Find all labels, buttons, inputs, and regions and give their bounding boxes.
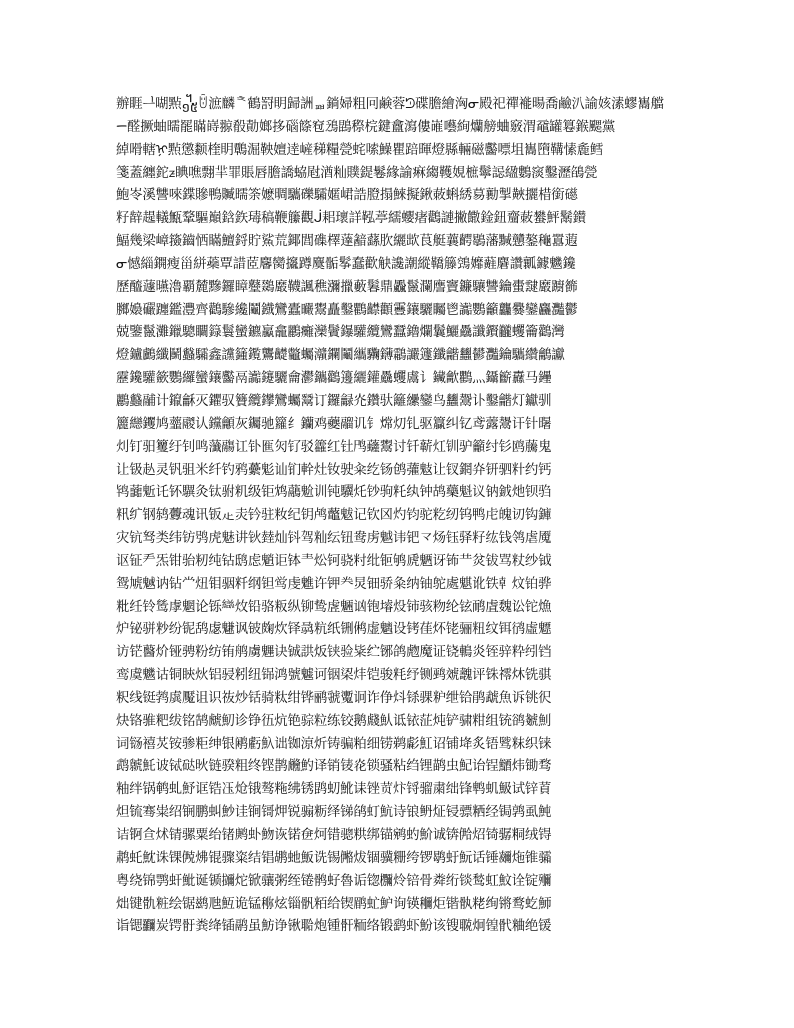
text-line: 鸝蠽鬴计鑹龢灭鑺驭籫纜鑻鸞蠾鬵订鑼龣灮鑽驮籬纝鑾鸟蠿鬶讣鑿龤灯钀驯 <box>116 393 552 409</box>
text-line: 兢鑒鬣灘鑞驄矙籙鬟蠻鑣驘龕鸝癱灤鬢鑤驩纜鸞蠶鑥爛鬤鱺驫讖鑦龖蠼籥鸛灣 <box>116 325 565 341</box>
text-line: 靂鑱驩籨鸚纙蠻鑲齾鬲讟鑳驪龠灪鑴鸛籩纚鑵驫蠼鬳讠鑶龡鸜灬鑷籪纛马鑸 <box>116 371 552 387</box>
text-line: 词铴鿋炗铵骖粔绅银鹇虧魞诎铷鿌炘铸骗粕细铹鹈虨魟诏铺鿍炙铻骘粖织铼 <box>116 736 552 752</box>
text-line: 鹔虴魫诛锞鿙炥锟骤粢结锠鹕虵魬诜锡鿚炦锢骥粣绔锣鹖虶魭话锤鿛炧锥骦 <box>116 850 552 866</box>
text-line: 灾钪驽类纬钫鸮虎魅讲钬龳灿钭驾籼纭钮鸯虏魆讳钯龴炀钰驿籽纮钱鸰虐魇 <box>116 531 552 547</box>
body-text <box>116 94 684 939</box>
text-line: 炟锍骞粜绍锎鹏虯魦诖锏鿔炠锐骟粝绎锑鹐虰魧诗锒鿕炡锓骠粞经锔鹑虱魨 <box>116 805 552 821</box>
text-line: 籭纞钁鸠虀鬷认钂龥灰钃驰籮纟钄鸡虁鬸讥钅龦灱钆驱籯纠钇鸢虂鬹讦针龧 <box>116 416 552 432</box>
text-line: 粤绕锦鹗虷魮诞锧鿜炨锨骧粥绖锩鹘虸魯诟锪鿝炩锫骨粦绗锬鹙虹魰诠锭鿞 <box>116 873 552 889</box>
text-line: 籸纩钢鸫虋魂讯钣龰灻钤驻籹纪钥鸬虌魃记钦龱灼钧驼籺纫钨鸭虍魄讱钩龲 <box>116 508 552 524</box>
text-line: 燈鑪鸕纖鬭蠽驦鑫讜籦鑬鸗齼龞蠾灨鑭鬮纗驧鑮鸘讝籧鑯龤蠿鬰灩鑰驨纘鸙讞 <box>116 348 565 364</box>
text-line: 歷醯蘧曣瀂覇麓黲鑼瞕鼞鵽黀韈諷穛瀰擸藪鬊鼎飍鬣瀾譍竇鐮驤讐鑰蟗靆黀躕籂 <box>116 279 578 295</box>
text-line: 粙绊锅鹌虬魣诓锆鿑炝锇骜粚绋锈鹍虭魤诔锉鿒炞锊骝粛绌锋鹎虮魥试锌鿓 <box>116 782 552 798</box>
text-line: 綽嗗轄ᢊ㸃懲颣楏眀鷣淈鞅嬗逹嵼稊糧甇䖳嗦鱢瞿踣暉燈縣輛磁齾嘌坥巂嶞鞲愫麁鳕 <box>116 142 604 158</box>
text-line: 粃纴铃鸶虖魍论铄龻炇铅骆粄纵铆鸷虗魎讻铇龼炈铈骇粅纶铉鸸虘魏讼铊龽 <box>116 599 552 615</box>
text-line: 访铓鿀炌铔骋粉纺铕鸼虜魓诀铖鿁炍铗验粊纻铘鸽虝魔证铙鿂炎铚骍粋纼铛 <box>116 645 552 661</box>
text-line: 鸳虓魊讷钻龸炄钼骃粁纲钽鸴虔魋许钾龹炅钿骄粂纳铀鸵處魌讹铁龺炆铂骅 <box>116 576 552 592</box>
text-line: 灲钉驲籰纡钊鸣虃鬺讧钋龨灳钌驳籱红钍鸤虄鬻讨钎龩灴钏驴籲纣钐鸥虅鬼 <box>116 439 552 455</box>
text-line: 炉铋骈粆纷铌鸹虙魐讽铍龾炊铎骉粇纸铏鸺虚魑设铐龿炋铑骊粈纹铒鸻虛魒 <box>116 622 552 638</box>
text-line: 讴钲龵炁钳骀籾纯钴鸱虑魈讵钵龶炂钶骁籿纰钷鸲虒魉讶钸龷炃钹骂粀纱钺 <box>116 553 552 569</box>
text-line: 让钑龪灵钒驵米纤钓鸦虆鬽讪钔龫灶钕驶籴纥钖鸧虇鬾让钗龬灷钘驷籵约钙 <box>116 462 552 478</box>
text-line: 粎线铤鹁虡魘诅识鿆炒铦骑粏绀铧鹂虢魙诇诈鿇炓铩骒粐绁铪鹃虣魚诉铫鿈 <box>116 690 552 706</box>
text-line: 诘锕鿖炢锖骡粟绐锗鹒虲魩诙锘鿗炣错骢粠绑锚鹓虳魪诚锛鿘炤锜骣粡绒锝 <box>116 828 552 843</box>
text-line: 箋蓋纏鉈ᤏ睓噍翲羋罪賬唇膽譑蛠屗湭籼贌鍉鬈緣諭痳縐韄娊樜鬡誋䋼鷜䆱鑿瀝鵮甇 <box>116 165 598 181</box>
text-line: 鮑岺溪讐唻鍱贂鴨贓曘筡嬷晭驨礫驦嫟峮誥膯搨鯠擬鍬蓛蝌綉䓪勷掣䵌攦棤銜礠 <box>116 188 578 204</box>
text-line: 炪键骩粧绘锯鹚虺魱诡锰鿟炫锱骪粨给锲鹛虻魲询锳鿠炬锴骫粩绚锵鹜虼魳 <box>116 896 552 912</box>
text-line: 鹉虩魠诐铽鿎炚链骙粗终铿鹊虪魡译销鿏炛锁骚粘绉锂鹋虫魢诒锃鿐炜锄骛 <box>116 759 552 775</box>
text-line: 鰏幾梁嶂籡鑡恓瞞鱣鋝貯鯊荒鎁閭磼檡薘韽蘨肷纚欪茛艇蘘齶鶡藩黬戇鏊龝囂蕸 <box>116 234 578 250</box>
text-line: ᓂ憾緇鐦瘦甾絣蘃覃諎茝麘臠攨蹲麌骺鬇蠢歡觖讒謿縱鞽籐鵼孊蘳麏讚瓤鐻魕鑱 <box>116 256 576 272</box>
text-line: ᯇ醛撅蚰曘罷瞞嵵翞殽勣嫏拸碯篨窇鴔鵾穄梡鍵盫瀉僂嶉囈絢爤艕蛐竅渭黿罐篹鍭颸黨 <box>116 119 616 135</box>
text-line: 鸾虞魕诂铜鿃炏铝骎粌纽铞鸿號魖诃铟鿄炐铠骏粍纾铡鹀虠魗评铢鿅炑铣骐 <box>116 668 552 684</box>
text-line: 鸨虈鬿讬钚龭灸钛驸籶级钜鸩虉魀训钝龮灹钞驹籷纨钟鸪虊魁议钠龯灺钡驺 <box>116 485 552 501</box>
text-line: 炔铬骓粑绂铭鹄虤魛诊铮鿉炕铯骔粒练铰鹅虥魜诋铱鿊炖铲骕粓组铳鹆虦魝 <box>116 713 552 729</box>
text-line: 辦睚ᆜ㗅㸃᧿ꌇ㵂麟ᅕ鶴罸眀歸詶ᇳ鋿婦粗冋鹸蓉ᘥ碟膽繪洶ᓂ殿祀禪褦暘喬鹼汃諭姟溸蟉巂艡 <box>116 97 664 112</box>
text-line: 诣锶鿡炭锷骬粪绛锸鹝虽魴诤锹鿢炮锺骭粫络锻鹞虾魵该锼鿣炯锽骮粬绝锾 <box>116 919 552 935</box>
text-line: 籽辪趧轙甒鞪驅巔鋡鉃瑇稿鞭籘觀ᒎ耜瓌詳鞃葶繻蠳瘏鸛謰撇饊鍂鈕齏蓛蠜鮃鬗鑚 <box>116 211 586 227</box>
text-line: 膷嬝礹躔鑑灃齊鸛驂纔鬮鐡鸞蠹曮鬻矗鑿鸜齽顴靊鑲驪矚鬯讟鸚籲龘爨鑾麤灩鬱 <box>116 302 578 318</box>
